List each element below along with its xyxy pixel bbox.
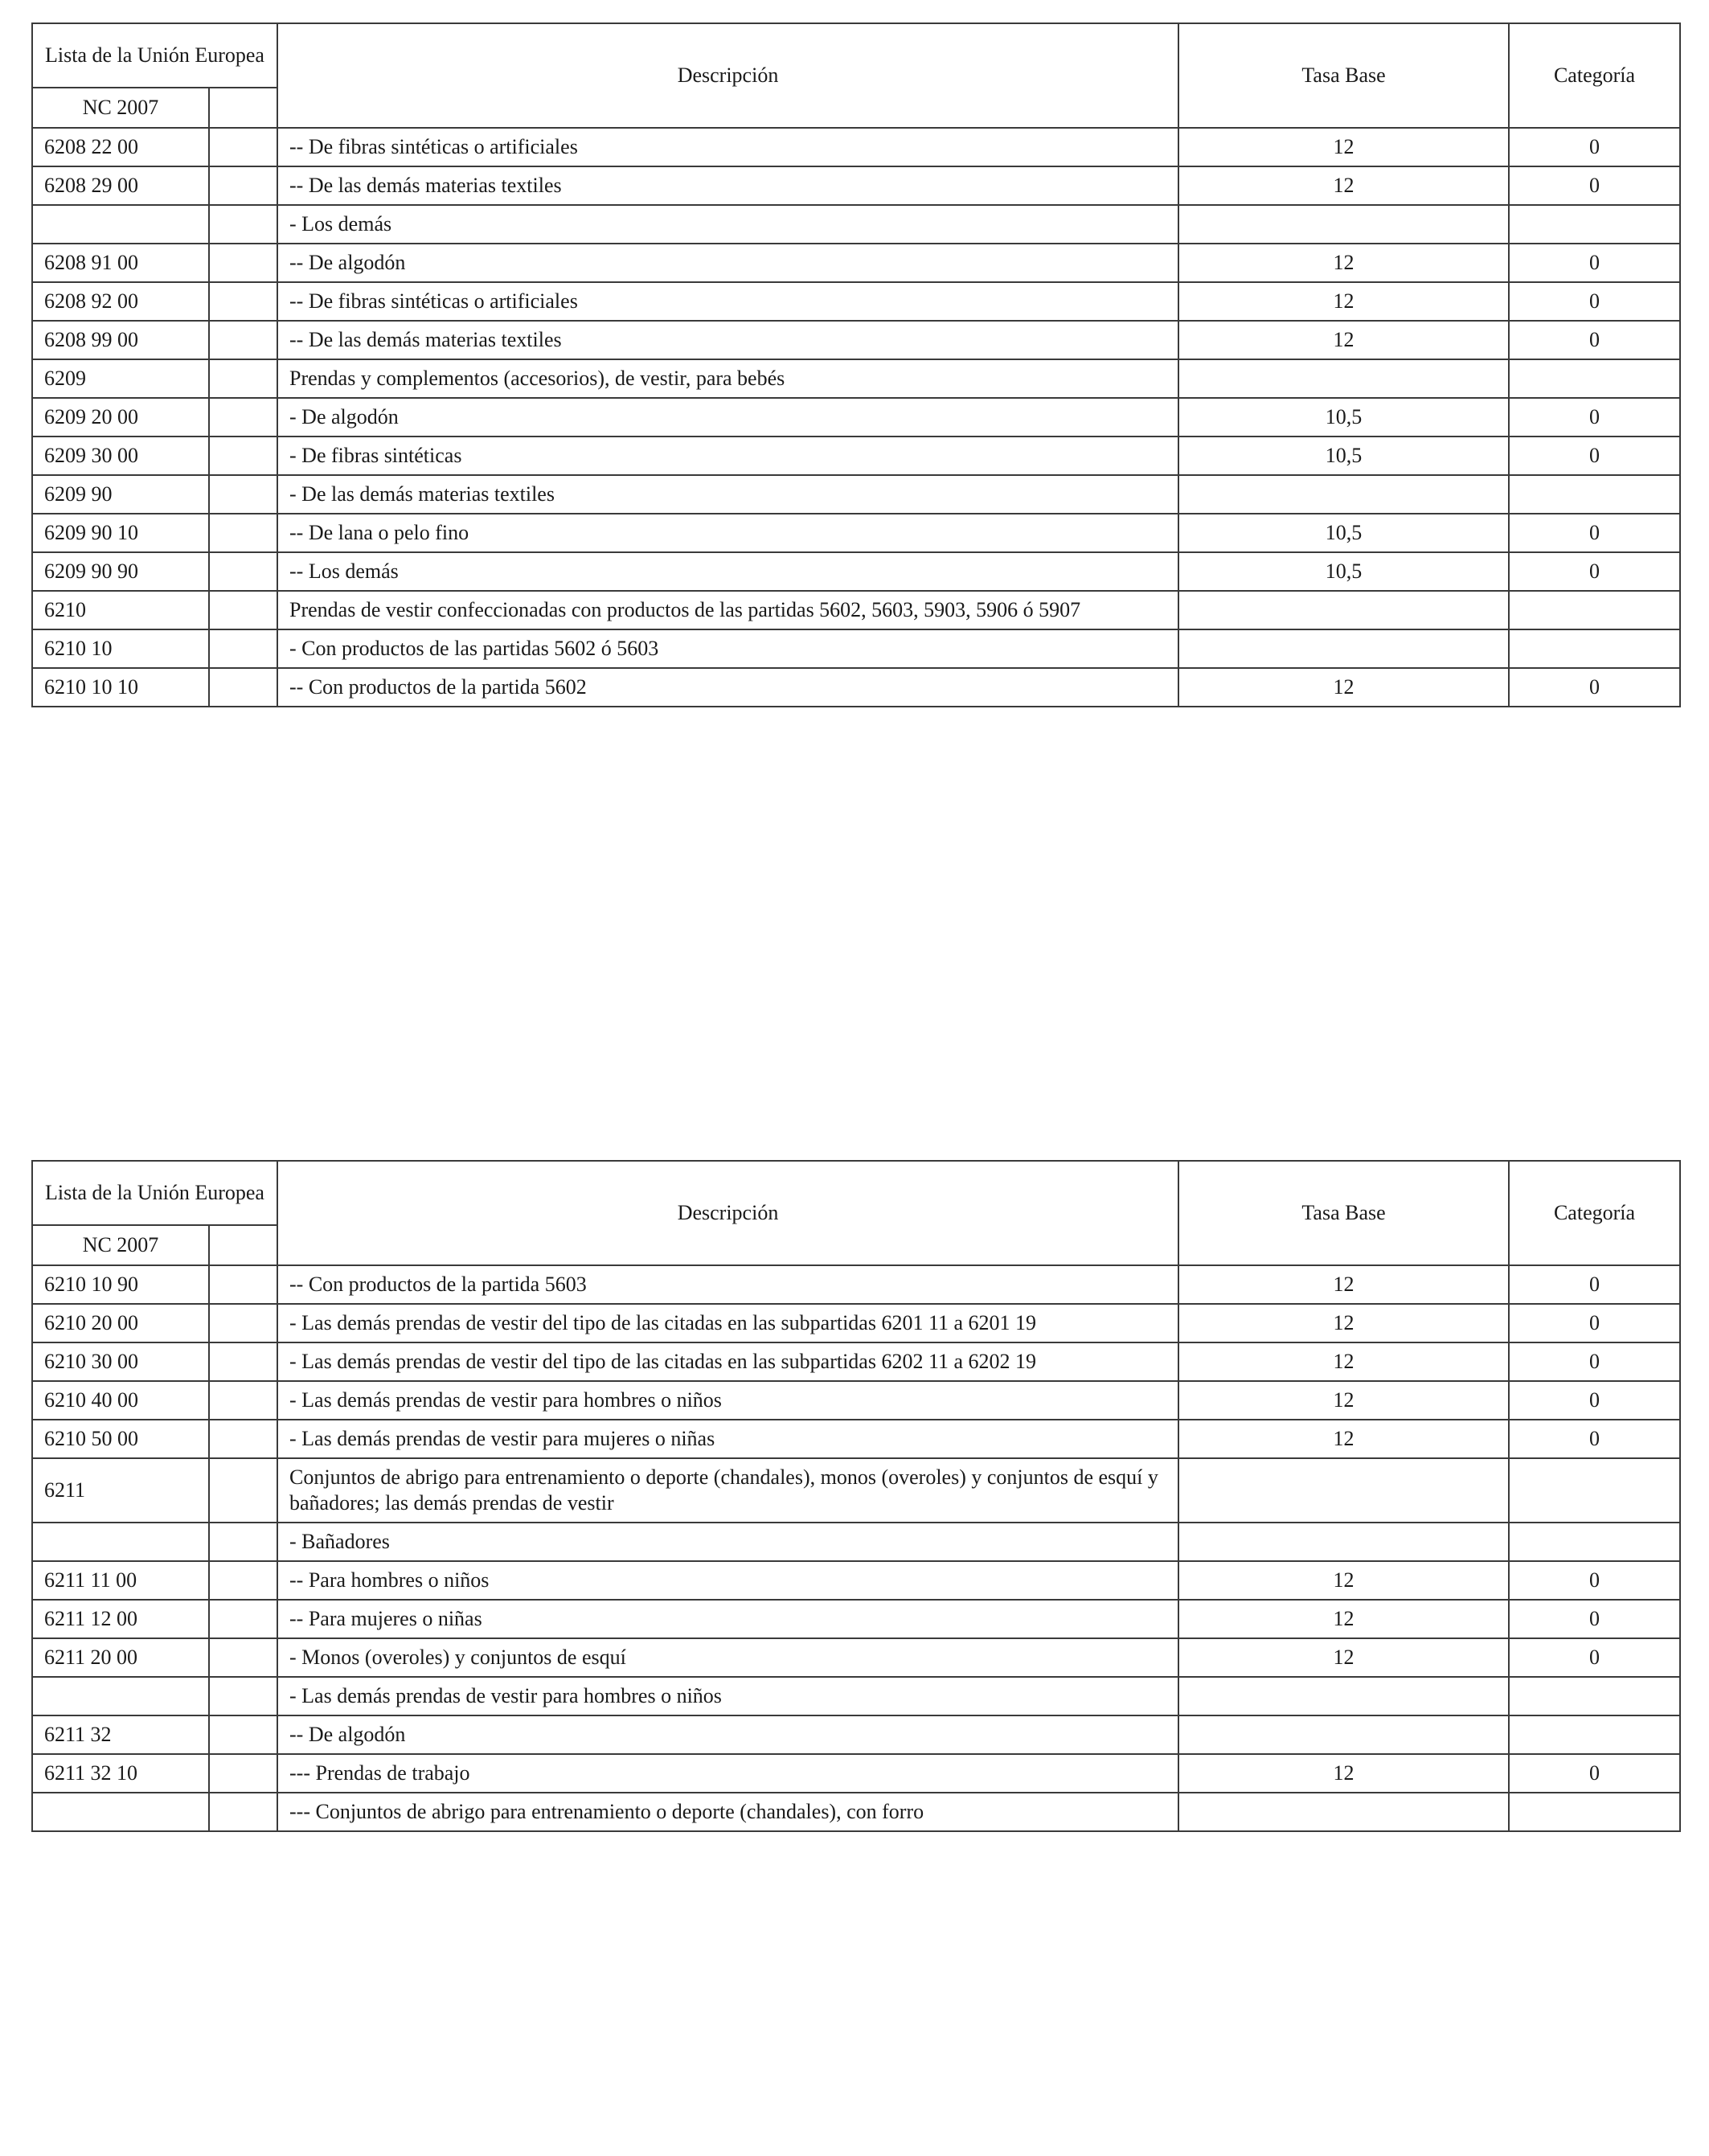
code-cell: 6210 30 00 xyxy=(32,1342,209,1381)
table-row xyxy=(32,629,1680,668)
category-cell xyxy=(1509,1677,1680,1715)
sub-code-cell xyxy=(209,128,277,166)
base-rate-cell: 12 xyxy=(1178,166,1509,205)
code-cell: 6211 32 xyxy=(32,1715,209,1754)
category-cell: 0 xyxy=(1509,1342,1680,1381)
nc-header: NC 2007 xyxy=(32,1225,209,1265)
code-cell xyxy=(32,1793,209,1831)
table-row xyxy=(32,668,1680,707)
table-row xyxy=(32,1561,1680,1600)
code-cell: 6211 12 00 xyxy=(32,1600,209,1638)
sub-code-cell xyxy=(209,1600,277,1638)
sub-code-cell xyxy=(209,1523,277,1561)
base-rate-cell: 12 xyxy=(1178,1600,1509,1638)
base-rate-cell xyxy=(1178,205,1509,244)
description-cell: -- Para mujeres o niñas xyxy=(277,1600,1178,1638)
sub-code-cell xyxy=(209,1561,277,1600)
base-rate-cell: 12 xyxy=(1178,1420,1509,1458)
base-rate-cell: 12 xyxy=(1178,128,1509,166)
description-cell: - Las demás prendas de vestir para hombres o niños xyxy=(277,1677,1178,1715)
base-rate-cell: 12 xyxy=(1178,282,1509,321)
table-row xyxy=(32,1420,1680,1458)
category-header: Categoría xyxy=(1509,1161,1680,1265)
description-cell: - Monos (overoles) y conjuntos de esquí xyxy=(277,1638,1178,1677)
description-cell: -- Con productos de la partida 5602 xyxy=(277,668,1178,707)
code-cell: 6210 10 90 xyxy=(32,1265,209,1304)
description-cell: - Las demás prendas de vestir para hombres o niños xyxy=(277,1381,1178,1420)
code-cell xyxy=(32,1523,209,1561)
category-cell: 0 xyxy=(1509,1638,1680,1677)
description-cell: Prendas y complementos (accesorios), de vestir, para bebés xyxy=(277,359,1178,398)
base-rate-cell: 12 xyxy=(1178,1638,1509,1677)
table-row xyxy=(32,552,1680,591)
header-row xyxy=(32,1161,1680,1225)
base-rate-cell xyxy=(1178,1715,1509,1754)
base-rate-cell: 10,5 xyxy=(1178,552,1509,591)
category-cell: 0 xyxy=(1509,514,1680,552)
table-row xyxy=(32,321,1680,359)
base-rate-header: Tasa Base xyxy=(1178,1161,1509,1265)
table-row xyxy=(32,1754,1680,1793)
sub-code-cell xyxy=(209,1638,277,1677)
tariff-table-body xyxy=(32,23,1680,707)
category-header: Categoría xyxy=(1509,23,1680,128)
code-cell: 6209 90 90 xyxy=(32,552,209,591)
category-cell: 0 xyxy=(1509,282,1680,321)
base-rate-cell xyxy=(1178,359,1509,398)
code-cell: 6210 10 xyxy=(32,629,209,668)
table-row xyxy=(32,1600,1680,1638)
description-cell: - De fibras sintéticas xyxy=(277,437,1178,475)
code-cell: 6208 99 00 xyxy=(32,321,209,359)
header-row xyxy=(32,23,1680,88)
base-rate-cell: 12 xyxy=(1178,321,1509,359)
description-cell: - Las demás prendas de vestir del tipo de las citadas en las subpartidas 6202 11 a 6202 19 xyxy=(277,1342,1178,1381)
table-row xyxy=(32,398,1680,437)
category-cell: 0 xyxy=(1509,1420,1680,1458)
code-cell: 6211 32 10 xyxy=(32,1754,209,1793)
sub-code-cell xyxy=(209,1381,277,1420)
category-cell: 0 xyxy=(1509,128,1680,166)
category-cell: 0 xyxy=(1509,1600,1680,1638)
sub-code-cell xyxy=(209,359,277,398)
table-row xyxy=(32,1677,1680,1715)
description-cell: - Los demás xyxy=(277,205,1178,244)
table-row xyxy=(32,1381,1680,1420)
base-rate-cell xyxy=(1178,1458,1509,1523)
code-cell: 6211 20 00 xyxy=(32,1638,209,1677)
base-rate-cell: 12 xyxy=(1178,1381,1509,1420)
description-cell: --- Conjuntos de abrigo para entrenamiento o deporte (chandales), con forro xyxy=(277,1793,1178,1831)
description-cell: -- De las demás materias textiles xyxy=(277,321,1178,359)
category-cell: 0 xyxy=(1509,1381,1680,1420)
table-row xyxy=(32,1638,1680,1677)
sub-code-cell xyxy=(209,1420,277,1458)
sub-code-cell xyxy=(209,514,277,552)
description-cell: -- Para hombres o niños xyxy=(277,1561,1178,1600)
code-cell: 6209 90 10 xyxy=(32,514,209,552)
description-cell: - De las demás materias textiles xyxy=(277,475,1178,514)
description-cell: -- De las demás materias textiles xyxy=(277,166,1178,205)
category-cell xyxy=(1509,1715,1680,1754)
description-cell: -- De algodón xyxy=(277,244,1178,282)
description-header: Descripción xyxy=(277,23,1178,128)
category-cell xyxy=(1509,359,1680,398)
base-rate-cell: 12 xyxy=(1178,1342,1509,1381)
code-cell: 6211 xyxy=(32,1458,209,1523)
sub-code-cell xyxy=(209,629,277,668)
base-rate-cell: 12 xyxy=(1178,1561,1509,1600)
code-cell: 6208 92 00 xyxy=(32,282,209,321)
base-rate-header: Tasa Base xyxy=(1178,23,1509,128)
list-header: Lista de la Unión Europea xyxy=(32,1161,277,1225)
category-cell xyxy=(1509,475,1680,514)
description-cell: -- De fibras sintéticas o artificiales xyxy=(277,128,1178,166)
category-cell: 0 xyxy=(1509,398,1680,437)
base-rate-cell xyxy=(1178,1793,1509,1831)
sub-code-cell xyxy=(209,437,277,475)
sub-code-cell xyxy=(209,282,277,321)
category-cell: 0 xyxy=(1509,1265,1680,1304)
description-cell: -- Los demás xyxy=(277,552,1178,591)
table-row xyxy=(32,282,1680,321)
sub-code-cell xyxy=(209,475,277,514)
category-cell xyxy=(1509,1523,1680,1561)
category-cell: 0 xyxy=(1509,1754,1680,1793)
category-cell: 0 xyxy=(1509,668,1680,707)
table-row xyxy=(32,1715,1680,1754)
category-cell: 0 xyxy=(1509,437,1680,475)
base-rate-cell xyxy=(1178,1677,1509,1715)
sub-code-cell xyxy=(209,1715,277,1754)
table-row xyxy=(32,1793,1680,1831)
description-cell: - Las demás prendas de vestir para mujeres o niñas xyxy=(277,1420,1178,1458)
sub-code-cell xyxy=(209,205,277,244)
sub-code-cell xyxy=(209,1265,277,1304)
description-cell: - Las demás prendas de vestir del tipo de las citadas en las subpartidas 6201 11 a 6201 19 xyxy=(277,1304,1178,1342)
sub-code-cell xyxy=(209,1793,277,1831)
code-cell: 6210 40 00 xyxy=(32,1381,209,1420)
sub-code-cell xyxy=(209,552,277,591)
tariff-table-1 xyxy=(31,23,1681,707)
base-rate-cell: 10,5 xyxy=(1178,398,1509,437)
code-cell xyxy=(32,1677,209,1715)
base-rate-cell: 12 xyxy=(1178,668,1509,707)
tariff-table-2 xyxy=(31,1160,1681,1832)
base-rate-cell: 10,5 xyxy=(1178,437,1509,475)
sub-code-cell xyxy=(209,398,277,437)
table-row xyxy=(32,1523,1680,1561)
description-cell: Prendas de vestir confeccionadas con productos de las partidas 5602, 5603, 5903, 5906 ó 5907 xyxy=(277,591,1178,629)
description-cell: -- Con productos de la partida 5603 xyxy=(277,1265,1178,1304)
table-row xyxy=(32,244,1680,282)
description-cell: - De algodón xyxy=(277,398,1178,437)
description-cell: - Con productos de las partidas 5602 ó 5603 xyxy=(277,629,1178,668)
tariff-table-body xyxy=(32,1161,1680,1831)
sub-code-cell xyxy=(209,1342,277,1381)
sub-code-cell xyxy=(209,591,277,629)
nc-header: NC 2007 xyxy=(32,88,209,128)
code-cell: 6210 20 00 xyxy=(32,1304,209,1342)
category-cell: 0 xyxy=(1509,166,1680,205)
table-row xyxy=(32,205,1680,244)
code-cell: 6209 30 00 xyxy=(32,437,209,475)
category-cell: 0 xyxy=(1509,321,1680,359)
sub-code-cell xyxy=(209,321,277,359)
table-row xyxy=(32,1342,1680,1381)
table-row xyxy=(32,1265,1680,1304)
empty-cell xyxy=(209,1225,277,1265)
code-cell: 6209 20 00 xyxy=(32,398,209,437)
description-cell: Conjuntos de abrigo para entrenamiento o deporte (chandales), monos (overoles) y conjuntos de esquí y bañadores; las demás prendas de vestir xyxy=(277,1458,1178,1523)
code-cell: 6210 50 00 xyxy=(32,1420,209,1458)
category-cell xyxy=(1509,629,1680,668)
table-row xyxy=(32,166,1680,205)
base-rate-cell: 12 xyxy=(1178,1754,1509,1793)
sub-code-cell xyxy=(209,1754,277,1793)
code-cell: 6208 29 00 xyxy=(32,166,209,205)
description-cell: - Bañadores xyxy=(277,1523,1178,1561)
category-cell: 0 xyxy=(1509,1561,1680,1600)
table-row xyxy=(32,128,1680,166)
description-cell: --- Prendas de trabajo xyxy=(277,1754,1178,1793)
table-row xyxy=(32,591,1680,629)
base-rate-cell xyxy=(1178,591,1509,629)
code-cell xyxy=(32,205,209,244)
category-cell xyxy=(1509,1458,1680,1523)
list-header: Lista de la Unión Europea xyxy=(32,23,277,88)
base-rate-cell xyxy=(1178,1523,1509,1561)
sub-code-cell xyxy=(209,1458,277,1523)
code-cell: 6210 xyxy=(32,591,209,629)
sub-code-cell xyxy=(209,166,277,205)
sub-code-cell xyxy=(209,1677,277,1715)
base-rate-cell: 12 xyxy=(1178,1265,1509,1304)
base-rate-cell: 10,5 xyxy=(1178,514,1509,552)
table-row xyxy=(32,1458,1680,1523)
description-header: Descripción xyxy=(277,1161,1178,1265)
code-cell: 6211 11 00 xyxy=(32,1561,209,1600)
base-rate-cell: 12 xyxy=(1178,244,1509,282)
empty-cell xyxy=(209,88,277,128)
table-row xyxy=(32,514,1680,552)
table-row xyxy=(32,359,1680,398)
table-row xyxy=(32,475,1680,514)
category-cell: 0 xyxy=(1509,1304,1680,1342)
category-cell xyxy=(1509,591,1680,629)
table-row xyxy=(32,1304,1680,1342)
description-cell: -- De algodón xyxy=(277,1715,1178,1754)
base-rate-cell xyxy=(1178,475,1509,514)
category-cell: 0 xyxy=(1509,552,1680,591)
category-cell: 0 xyxy=(1509,244,1680,282)
code-cell: 6209 90 xyxy=(32,475,209,514)
sub-code-cell xyxy=(209,244,277,282)
base-rate-cell: 12 xyxy=(1178,1304,1509,1342)
category-cell xyxy=(1509,1793,1680,1831)
code-cell: 6209 xyxy=(32,359,209,398)
description-cell: -- De lana o pelo fino xyxy=(277,514,1178,552)
sub-code-cell xyxy=(209,668,277,707)
sub-code-cell xyxy=(209,1304,277,1342)
category-cell xyxy=(1509,205,1680,244)
description-cell: -- De fibras sintéticas o artificiales xyxy=(277,282,1178,321)
table-row xyxy=(32,437,1680,475)
code-cell: 6208 91 00 xyxy=(32,244,209,282)
code-cell: 6208 22 00 xyxy=(32,128,209,166)
code-cell: 6210 10 10 xyxy=(32,668,209,707)
base-rate-cell xyxy=(1178,629,1509,668)
